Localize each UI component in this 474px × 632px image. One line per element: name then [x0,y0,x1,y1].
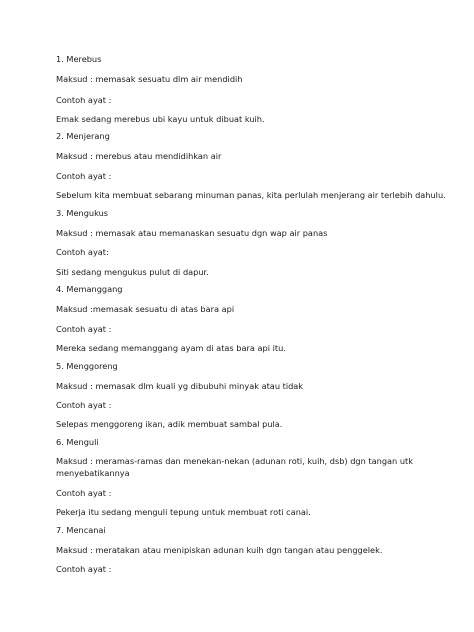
heading-mencanai: 7. Mencanai [56,525,106,535]
heading-mengukus: 3. Mengukus [56,208,109,218]
ayat-menggoreng: Selepas menggoreng ikan, adik membuat sambal pula. [56,419,283,429]
contoh-label-mengukus: Contoh ayat: [56,247,109,257]
maksud-merebus: Maksud : memasak sesuatu dlm air mendidih [56,74,243,84]
maksud-menggoreng: Maksud : memasak dlm kuali yg dibubuhi minyak atau tidak [56,381,304,391]
ayat-memanggang: Mereka sedang memanggang ayam di atas bara api itu. [56,343,286,353]
maksud-mencanai: Maksud : meratakan atau menipiskan adunan kuih dgn tangan atau penggelek. [56,545,383,555]
maksud-mengukus: Maksud : memasak atau memanaskan sesuatu dgn wap air panas [56,228,328,238]
maksud-memanggang: Maksud :memasak sesuatu di atas bara api [56,304,235,314]
ayat-menguli: Pekerja itu sedang menguli tepung untuk membuat roti canai. [56,507,311,517]
contoh-label-memanggang: Contoh ayat : [56,324,112,334]
ayat-menjerang: Sebelum kita membuat sebarang minuman panas, kita perlulah menjerang air terlebih dahulu. [56,190,446,200]
maksud-menjerang: Maksud : merebus atau mendidihkan air [56,151,222,161]
heading-menjerang: 2. Menjerang [56,131,110,141]
heading-menguli: 6. Menguli [56,437,99,447]
heading-merebus: 1. Merebus [56,54,102,64]
ayat-merebus: Emak sedang merebus ubi kayu untuk dibuat kuih. [56,114,265,124]
heading-memanggang: 4. Memanggang [56,284,123,294]
contoh-label-menguli: Contoh ayat : [56,488,112,498]
contoh-label-mencanai: Contoh ayat : [56,564,112,574]
contoh-label-menjerang: Contoh ayat : [56,171,112,181]
heading-menggoreng: 5. Menggoreng [56,361,118,371]
contoh-label-merebus: Contoh ayat : [56,95,112,105]
maksud-menguli: Maksud : meramas-ramas dan menekan-nekan (adunan roti, kuih, dsb) dgn tangan utk menyebatikannya [56,456,413,478]
ayat-mengukus: Siti sedang mengukus pulut di dapur. [56,267,209,277]
contoh-label-menggoreng: Contoh ayat : [56,400,112,410]
